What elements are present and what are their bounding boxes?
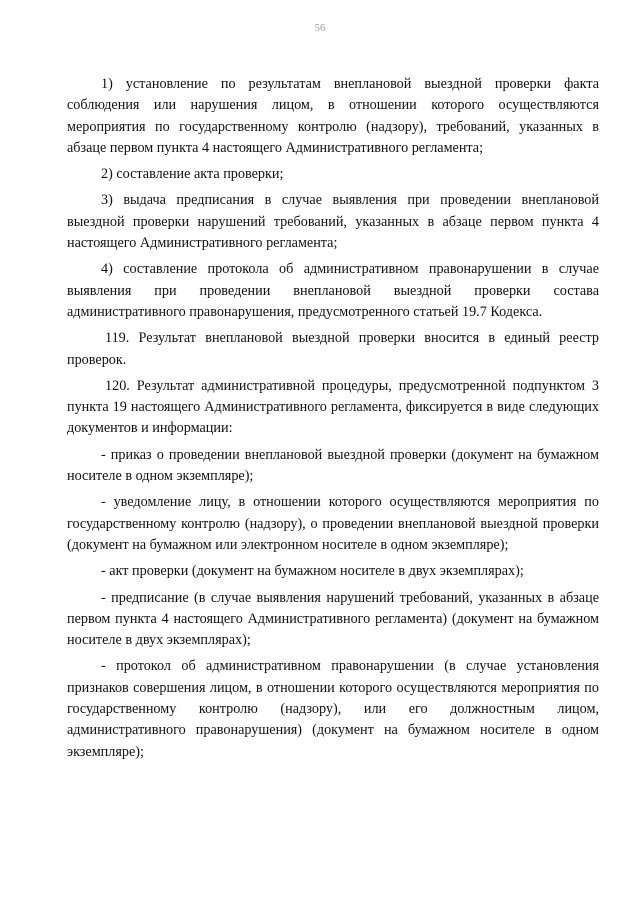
- list-item-order: - приказ о проведении внеплановой выездной проверки (документ на бумажном носителе в одном экземпляре);: [67, 446, 599, 485]
- paragraph-item-2: 2) составление акта проверки;: [101, 166, 284, 183]
- document-body: [67, 74, 599, 768]
- paragraph-119: 119. Результат внеплановой выездной проверки вносится в единый реестр проверок.: [67, 330, 599, 368]
- page-number: 56: [314, 22, 326, 34]
- paragraph-item-1: 1) установление по результатам внеплановой выездной проверки факта соблюдения или нарушения лицом, в отношении которого осуществляются мероприятия по государственному контролю (надзору), требований, указанных в абзаце первом пункта 4 настоящего Административного регламента;: [67, 76, 599, 156]
- paragraph-item-4: 4) составление протокола об административном правонарушении в случае выявления при проведении внеплановой выездной проверки состава административного правонарушения, предусмотренного статьей 19.7 Кодекса.: [67, 261, 599, 320]
- list-item-inspection-act: - акт проверки (документ на бумажном носителе в двух экземплярах);: [101, 563, 524, 580]
- list-item-prescription: - предписание (в случае выявления нарушений требований, указанных в абзаце первом пункта 4 настоящего Административного регламента) (документ на бумажном носителе в двух экземплярах);: [67, 589, 599, 649]
- list-item-notification: - уведомление лицу, в отношении которого осуществляются мероприятия по государственному контролю (надзору), о проведении внеплановой выездной проверки (документ на бумажном или электронном носителе в одном экземпляре);: [67, 494, 599, 553]
- paragraph-120: 120. Результат административной процедуры, предусмотренной подпунктом 3 пункта 19 настоящего Административного регламента, фиксируется в виде следующих документов и информации:: [67, 377, 599, 437]
- paragraph-item-3: 3) выдача предписания в случае выявления при проведении внеплановой выездной проверки нарушений требований, указанных в абзаце первом пункта 4 настоящего Административного регламента;: [67, 192, 599, 252]
- list-item-protocol: - протокол об административном правонарушении (в случае установления признаков совершения лицом, в отношении которого осуществляются мероприятия по государственному контролю (надзору), или его должностным лицом, административного правонарушения) (документ на бумажном носителе в одном экземпляре);: [67, 658, 599, 760]
